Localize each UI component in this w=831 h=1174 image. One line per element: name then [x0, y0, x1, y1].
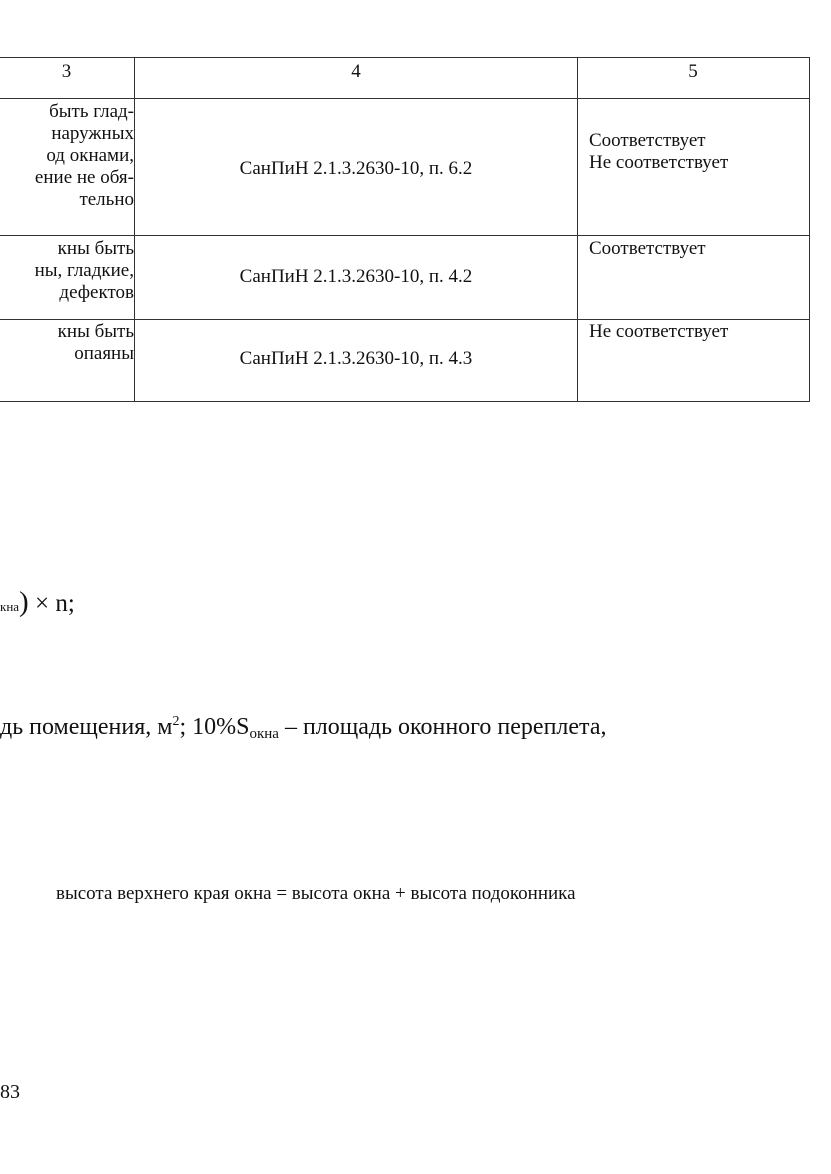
compliance-table — [0, 57, 810, 402]
definition-part: ; 10%S — [179, 714, 250, 740]
table-row-divider — [0, 235, 810, 236]
table-header-divider — [0, 98, 810, 99]
formula-rest: × n; — [28, 590, 75, 617]
table-header-col5: 5 — [688, 61, 698, 82]
definition-superscript: 2 — [172, 714, 180, 729]
requirement-cell — [0, 321, 134, 365]
requirement-line: опаяны — [74, 343, 134, 364]
status-cell — [589, 321, 809, 343]
norm-cell: СанПиН 2.1.3.2630-10, п. 4.3 — [239, 348, 473, 369]
status-line: Не соответствует — [589, 321, 729, 342]
requirement-line: дефектов — [59, 282, 134, 303]
requirement-line: наружных — [51, 123, 134, 144]
definition-part: – площадь оконного переплета, — [278, 714, 607, 740]
requirement-line: кны быть — [57, 238, 134, 259]
table-border-right — [809, 57, 810, 402]
status-cell — [589, 130, 809, 174]
status-cell — [589, 238, 809, 260]
page-number: 83 — [0, 1081, 20, 1103]
requirement-cell — [0, 238, 134, 304]
requirement-line: од окнами, — [46, 145, 134, 166]
norm-cell: СанПиН 2.1.3.2630-10, п. 4.2 — [239, 266, 473, 287]
table-border-bottom — [0, 401, 810, 402]
table-header-col3: 3 — [61, 61, 72, 82]
norm-cell: СанПиН 2.1.3.2630-10, п. 6.2 — [239, 158, 473, 179]
status-line: Не соответствует — [589, 152, 729, 173]
requirement-line: ение не обя- — [34, 167, 134, 188]
window-height-equation: высота верхнего края окна = высота окна + высота подоконника — [56, 883, 576, 904]
requirement-line: тельно — [79, 189, 134, 210]
status-line: Соответствует — [589, 130, 706, 151]
table-border-top — [0, 57, 810, 58]
status-line: Соответствует — [589, 238, 706, 259]
definition-part: дь помещения, м — [0, 714, 173, 740]
requirement-line: быть глад- — [49, 101, 134, 122]
table-header-col4: 4 — [351, 61, 361, 82]
definition-subscript: окна — [249, 726, 279, 742]
formula-paren: ) — [19, 586, 29, 618]
formula-definition — [0, 707, 606, 749]
requirement-cell — [0, 101, 134, 211]
requirement-line: ны, гладкие, — [34, 260, 134, 281]
formula-subscript: кна — [0, 599, 20, 614]
requirement-line: кны быть — [57, 321, 134, 342]
area-formula — [0, 587, 75, 622]
table-row-divider — [0, 319, 810, 320]
